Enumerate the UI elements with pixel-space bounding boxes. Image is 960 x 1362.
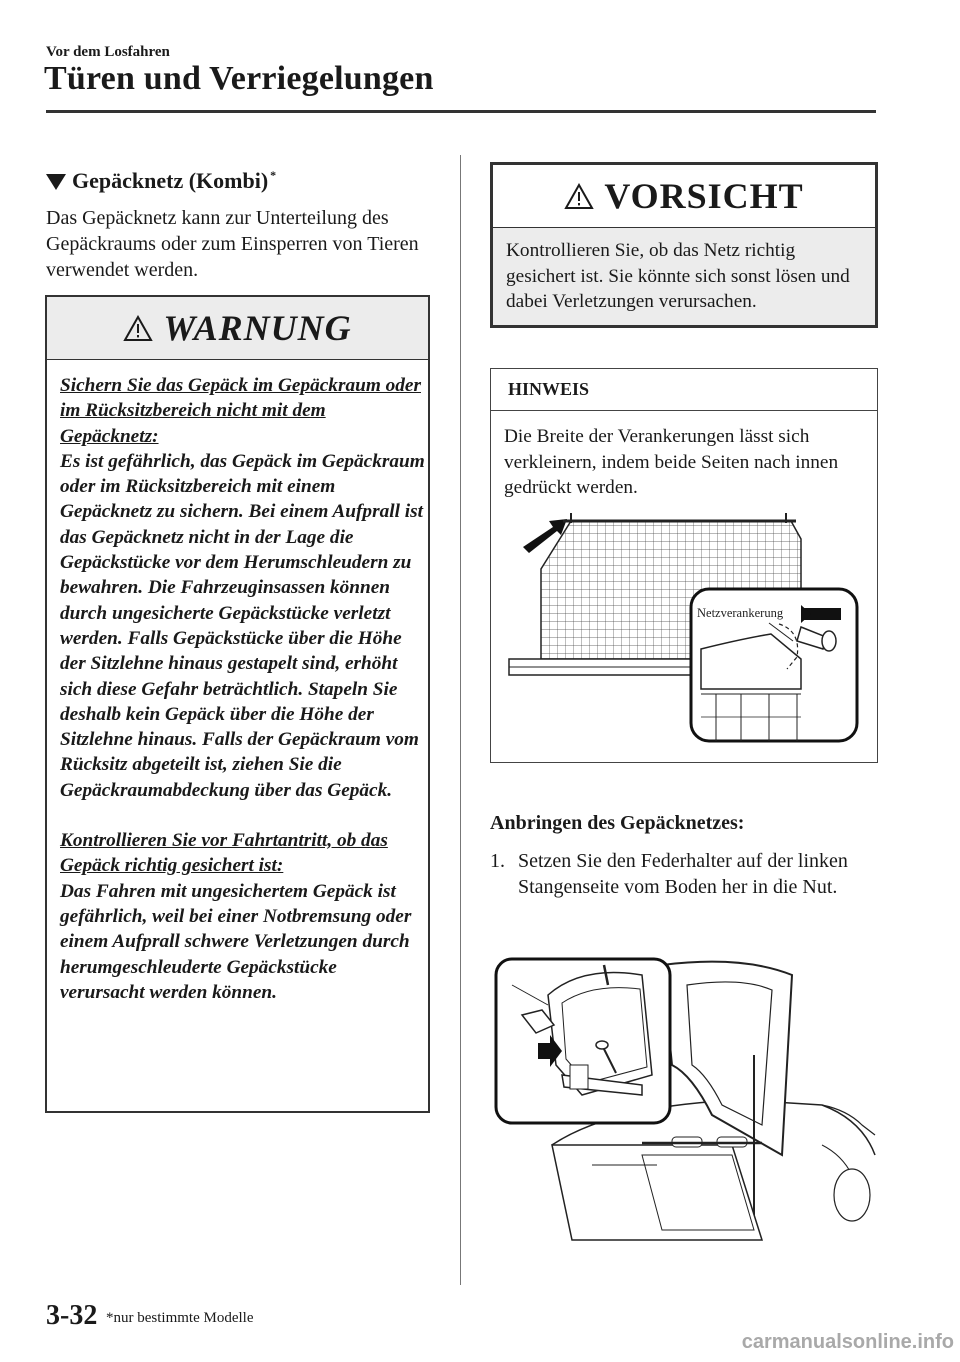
- section-heading: [46, 168, 276, 194]
- chapter-title: Türen und Verriegelungen: [44, 60, 434, 97]
- warning-box: [45, 295, 430, 1113]
- warning-text-1: Es ist gefährlich, das Gepäck im Gepäckraum oder im Rücksitzbereich mit einem Gepäcknetz zu sichern. Bei einem Aufprall ist das Gepäcknetz nicht in der Lage die Gepäckstücke vor dem Herumschleudern zu bewahren. Die Fahrzeuginsassen können durch ungesicherte Gepäckstücke verletzt werden. Falls Gepäckstücke über die Höhe der Sitzlehne hinaus gestapelt sind, erhöht sich diese Gefahr beträchtlich. Stapeln Sie deshalb kein Gepäck über die Höhe der Sitzlehne hinaus. Falls der Gepäckraum vom Rücksitz abgeteilt ist, ziehen Sie die Gepäckraumabdeckung über das Gepäck.: [60, 450, 425, 801]
- section-label: Vor dem Losfahren: [46, 44, 170, 60]
- hint-title: HINWEIS: [491, 369, 877, 411]
- warning-text-2: Das Fahren mit ungesichertem Gepäck ist gefährlich, weil bei einer Notbremsung oder einem Aufprall schwere Verletzungen durch herumgeschleuderte Gepäckstücke verursacht werden können.: [60, 880, 412, 1003]
- section-title: Gepäcknetz (Kombi): [72, 168, 269, 193]
- caution-text: Kontrollieren Sie, ob das Netz richtig gesichert ist. Sie könnte sich sonst lösen und dabei Verletzungen verursachen.: [493, 228, 875, 325]
- hint-text: Die Breite der Verankerungen lässt sich verkleinern, indem beide Seiten nach innen gedrückt werden.: [504, 426, 839, 498]
- hint-box: [490, 368, 878, 763]
- caution-title: VORSICHT: [604, 176, 804, 216]
- hatch-illustration: [492, 955, 878, 1245]
- page-number: 3-32: [46, 1300, 98, 1331]
- warning-title: WARNUNG: [163, 308, 352, 348]
- list-item: [490, 848, 870, 900]
- caution-header: [493, 165, 875, 228]
- caution-box: [490, 162, 878, 328]
- warning-body: [60, 373, 425, 1005]
- intro-text: Das Gepäcknetz kann zur Unterteilung des Gepäckraums oder zum Einsperren von Tieren verwendet werden.: [46, 207, 419, 281]
- warning-header: [47, 297, 428, 360]
- footnote-marker: *: [270, 168, 277, 182]
- figure-label-netzverankerung: Netzverankerung: [697, 606, 784, 620]
- watermark: carmanualsonline.info: [741, 1331, 954, 1353]
- step-number: 1.: [490, 850, 505, 872]
- footnote: *nur bestimmte Modelle: [106, 1310, 254, 1326]
- header-rule: [46, 110, 876, 113]
- install-heading: Anbringen des Gepäcknetzes:: [490, 812, 745, 834]
- net-anchor-illustration: [501, 509, 867, 749]
- warning-heading-1: Sichern Sie das Gepäck im Gepäckraum oder im Rücksitzbereich nicht mit dem Gepäcknetz:: [60, 375, 421, 447]
- triangle-bullet-icon: [46, 174, 66, 190]
- column-divider: [460, 155, 461, 1285]
- step-text: Setzen Sie den Federhalter auf der linken Stangenseite vom Boden her in die Nut.: [518, 850, 848, 898]
- warning-heading-2: Kontrollieren Sie vor Fahrtantritt, ob das Gepäck richtig gesichert ist:: [60, 830, 388, 877]
- warning-triangle-icon: [123, 315, 153, 342]
- warning-triangle-icon: [564, 183, 594, 210]
